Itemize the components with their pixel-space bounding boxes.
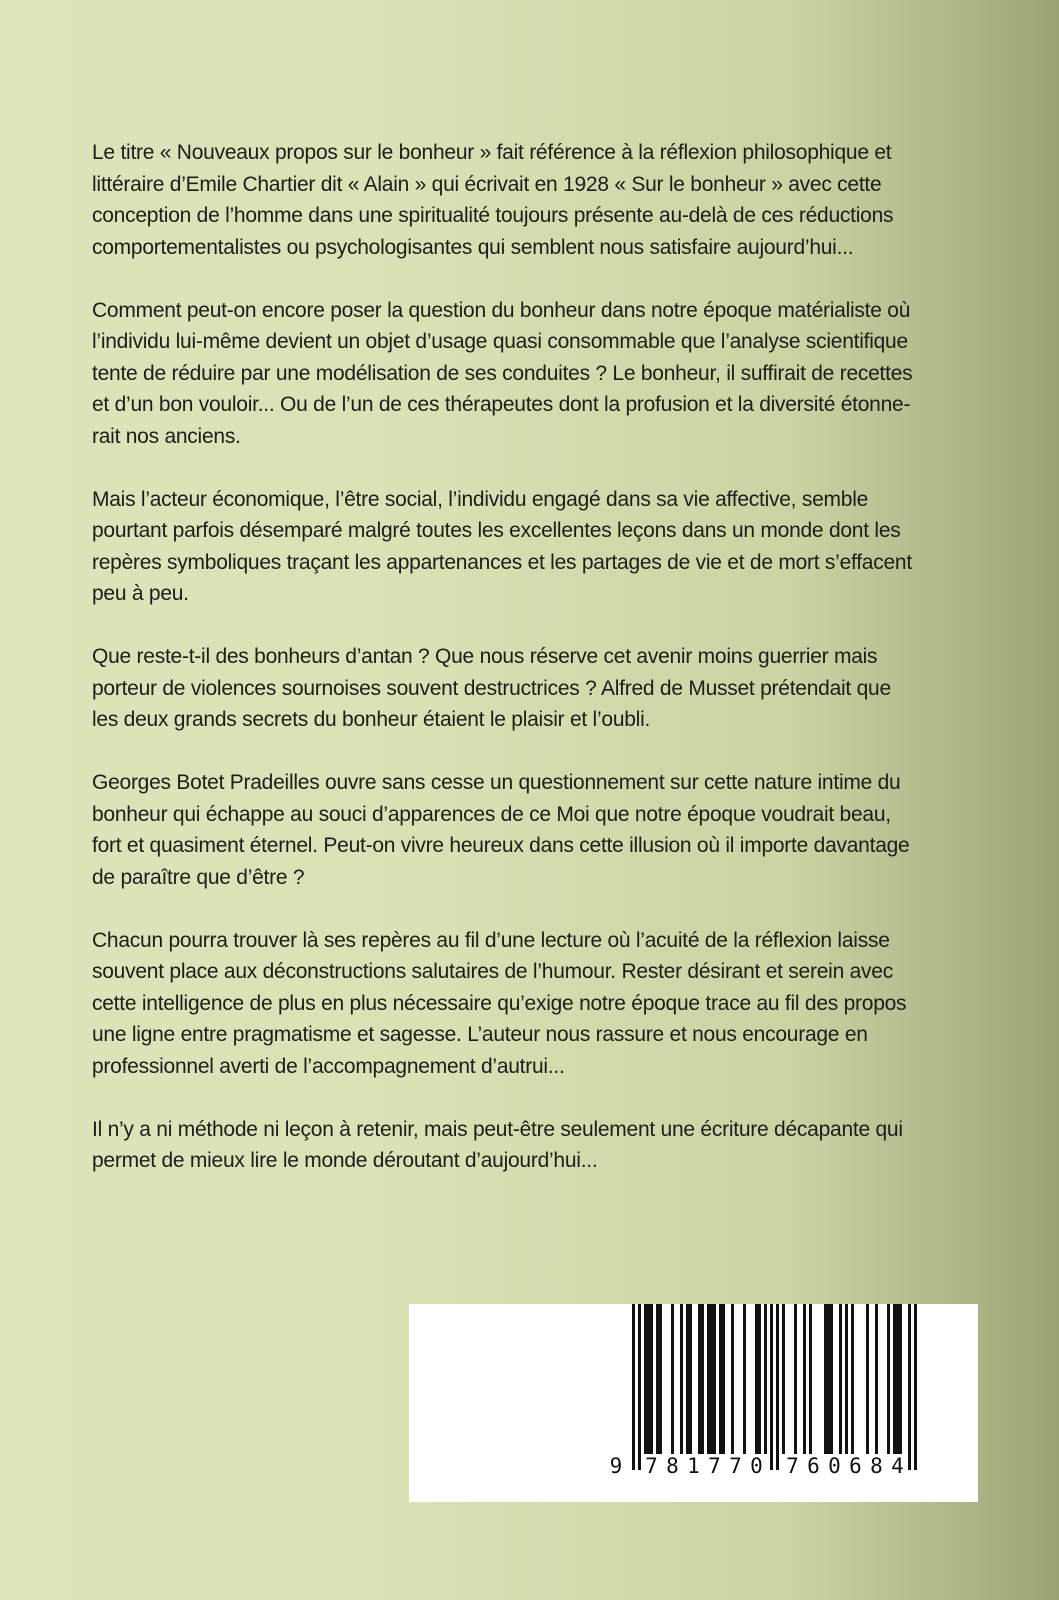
- barcode-bar: [875, 1304, 878, 1454]
- barcode-guard-bar: [632, 1304, 635, 1470]
- text-line: conception de l’homme dans une spiritualité toujours présente au-delà de ces réductions: [92, 204, 894, 227]
- text-line: tente de réduire par une modélisation de ses conduites ? Le bonheur, il suffirait de recettes: [92, 361, 913, 385]
- barcode-digit: 9: [609, 1454, 623, 1478]
- barcode-bar: [647, 1304, 650, 1454]
- barcode-bar: [659, 1304, 662, 1454]
- barcode-guard-bar: [770, 1304, 773, 1470]
- text-line: littéraire d’Emile Chartier dit « Alain » qui écrivait en 1928 « Sur le bonheur » avec cette: [92, 172, 882, 196]
- text-line: Comment peut-on encore poser la question du bonheur dans notre époque matérialiste où: [92, 298, 911, 322]
- barcode-bar: [650, 1304, 653, 1454]
- text-line: repères symboliques traçant les appartenances et les partages de vie et de mort s’effacent: [92, 550, 912, 574]
- text-line: de paraître que d’être ?: [92, 865, 305, 889]
- barcode-bar: [803, 1304, 806, 1454]
- barcode-bar: [794, 1304, 797, 1454]
- barcode-guard-bar: [908, 1304, 911, 1470]
- barcode-number: [409, 1453, 978, 1479]
- text-line: permet de mieux lire le monde déroutant d’aujourd’hui...: [92, 1149, 598, 1172]
- paragraph-4: [92, 641, 992, 736]
- barcode-bar: [893, 1304, 896, 1454]
- barcode-digit: 0: [828, 1454, 841, 1478]
- paragraph-3: [92, 484, 992, 610]
- barcode-digit: 6: [807, 1454, 820, 1478]
- barcode-bar: [782, 1304, 785, 1454]
- barcode-bar: [824, 1304, 827, 1454]
- text-line: porteur de violences sournoises souvent destructrices ? Alfred de Musset prétendait que: [92, 676, 891, 700]
- barcode-bar: [866, 1304, 869, 1454]
- text-line: Le titre « Nouveaux propos sur le bonheur » fait référence à la réflexion philosophique et: [92, 141, 892, 164]
- barcode-digit: 7: [786, 1454, 799, 1478]
- barcode-digit: 7: [729, 1454, 742, 1478]
- text-line: Georges Botet Pradeilles ouvre sans cesse un questionnement sur cette nature intime du: [92, 771, 901, 794]
- barcode-bar: [644, 1304, 647, 1454]
- barcode-bar: [707, 1304, 710, 1454]
- text-line: fort et quasiment éternel. Peut-on vivre heureux dans cette illusion où il importe davantage: [92, 834, 910, 857]
- text-line: professionnel averti de l’accompagnement d’autrui...: [92, 1054, 565, 1078]
- barcode-bar: [680, 1304, 683, 1454]
- barcode-digit: 8: [870, 1454, 883, 1478]
- text-line: peu à peu.: [92, 582, 189, 605]
- barcode-bar: [764, 1304, 767, 1454]
- text-line: et d’un bon vouloir... Ou de l’un de ces thérapeutes dont la profusion et la diversité étonne-: [92, 393, 911, 416]
- barcode-digit: 0: [750, 1454, 763, 1478]
- barcode-bar: [713, 1304, 716, 1454]
- barcode-bar: [686, 1304, 689, 1454]
- text-line: Mais l’acteur économique, l’être social, l’individu engagé dans sa vie affective, semble: [92, 487, 869, 511]
- barcode-bar: [845, 1304, 848, 1454]
- text-line: les deux grands secrets du bonheur étaient le plaisir et l’oubli.: [92, 708, 651, 731]
- barcode-guard-bar: [914, 1304, 917, 1470]
- barcode-bar: [743, 1304, 746, 1454]
- barcode-bar: [830, 1304, 833, 1454]
- isbn-barcode: [409, 1304, 978, 1502]
- text-line: Que reste-t-il des bonheurs d’antan ? Que nous réserve cet avenir moins guerrier mais: [92, 645, 878, 668]
- barcode-digit: 8: [666, 1454, 679, 1478]
- text-line: rait nos anciens.: [92, 424, 241, 448]
- barcode-digit: 4: [891, 1454, 904, 1478]
- text-line: souvent place aux déconstructions salutaires de l’humour. Rester désirant et serein avec: [92, 960, 893, 983]
- barcode-guard-bar: [776, 1304, 779, 1470]
- barcode-digit: 7: [708, 1454, 721, 1478]
- text-line: Il n’y a ni méthode ni leçon à retenir, mais peut-être seulement une écriture décapante qui: [92, 1117, 903, 1141]
- text-line: comportementalistes ou psychologisantes qui semblent nous satisfaire aujourd’hui...: [92, 235, 854, 259]
- barcode-digit: 6: [849, 1454, 862, 1478]
- barcode-digit: 1: [687, 1454, 700, 1478]
- paragraph-6: [92, 925, 992, 1083]
- barcode-bar: [851, 1304, 854, 1454]
- back-cover-blurb: [92, 137, 992, 1208]
- barcode-digit: 7: [645, 1454, 658, 1478]
- text-line: pourtant parfois désemparé malgré toutes les excellentes leçons dans un monde dont les: [92, 519, 901, 542]
- barcode-bar: [689, 1304, 692, 1454]
- barcode-guard-bar: [638, 1304, 641, 1470]
- barcode-bar: [899, 1304, 902, 1454]
- barcode-bar: [731, 1304, 734, 1454]
- text-line: une ligne entre pragmatisme et sagesse. L’auteur nous rassure et nous encourage en: [92, 1023, 868, 1046]
- barcode-bar: [722, 1304, 725, 1454]
- paragraph-5: [92, 767, 992, 893]
- text-line: Chacun pourra trouver là ses repères au fil d’une lecture où l’acuité de la réflexion laisse: [92, 928, 890, 952]
- paragraph-1: [92, 137, 992, 263]
- barcode-bar: [839, 1304, 842, 1454]
- barcode-bar: [656, 1304, 659, 1454]
- paragraph-7: [92, 1114, 992, 1177]
- barcode-bar: [809, 1304, 812, 1454]
- barcode-bar: [701, 1304, 704, 1454]
- paragraph-2: [92, 295, 992, 453]
- text-line: bonheur qui échappe au souci d’apparences de ce Moi que notre époque voudrait beau,: [92, 802, 891, 826]
- text-line: l’individu lui-même devient un objet d’usage quasi consommable que l’analyse scientifique: [92, 330, 908, 353]
- barcode-bar: [755, 1304, 758, 1454]
- barcode-bar: [710, 1304, 713, 1454]
- text-line: cette intelligence de plus en plus nécessaire qu’exige notre époque trace au fil des propos: [92, 991, 907, 1015]
- barcode-bar: [719, 1304, 722, 1454]
- barcode-bar: [896, 1304, 899, 1454]
- barcode-bar: [671, 1304, 674, 1454]
- barcode-bar: [887, 1304, 890, 1454]
- barcode-bar: [758, 1304, 761, 1454]
- barcode-bar: [827, 1304, 830, 1454]
- barcode-bar: [698, 1304, 701, 1454]
